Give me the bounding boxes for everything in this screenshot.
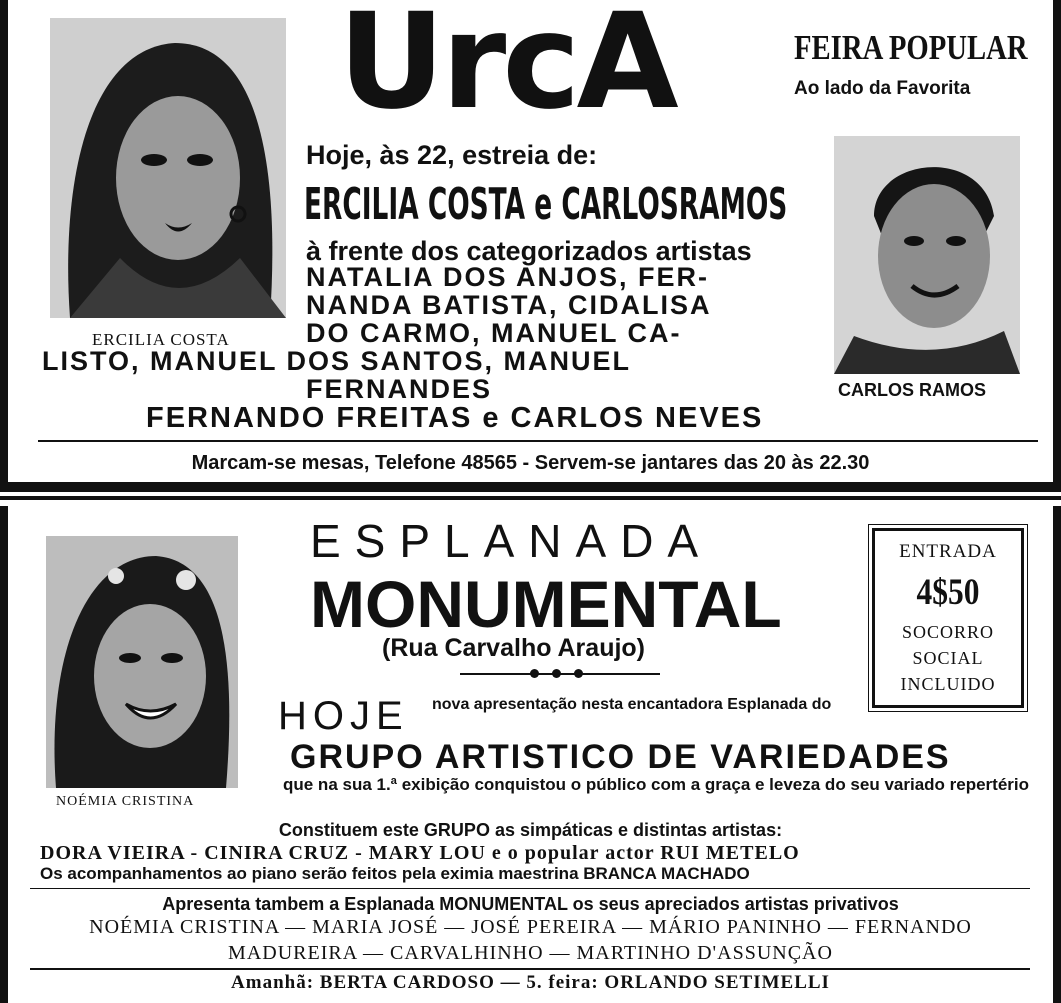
cast-line: NANDA BATISTA, CIDALISA <box>306 290 712 320</box>
photo-caption: NOÉMIA CRISTINA <box>56 794 195 809</box>
divider <box>30 968 1030 970</box>
urca-footer: Marcam-se mesas, Telefone 48565 - Servem-se jantares das 20 às 22.30 <box>191 452 870 474</box>
group-description: que na sua 1.ª exibição conquistou o público com a graça e leveza do seu variado repertério <box>282 775 1030 794</box>
portrait-woman-icon <box>46 536 238 788</box>
separator-rule <box>0 496 1061 500</box>
divider <box>38 440 1038 442</box>
musicians-line: FERNANDO FREITAS e CARLOS NEVES <box>146 402 764 434</box>
entry-price: 4$50 <box>916 572 980 613</box>
hoje-word: HOJE <box>278 694 409 738</box>
resident-intro: Apresenta tambem a Esplanada MONUMENTAL os seus apreciados artistas privativos <box>162 894 899 914</box>
photo-caption: CARLOS RAMOS <box>838 380 986 400</box>
carlos-ramos-photo <box>834 136 1020 374</box>
cast-line: DO CARMO, MANUEL CA- <box>306 318 682 348</box>
accompaniment-line: Os acompanhamentos ao piano serão feitos pela eximia maestrina BRANCA MACHADO <box>40 864 750 883</box>
portrait-man-icon <box>834 136 1020 374</box>
urca-advertisement <box>0 0 1061 482</box>
portrait-woman-icon <box>50 18 286 318</box>
separator-rule <box>0 482 1061 492</box>
entry-price-box <box>872 528 1024 708</box>
esplanada-footer: Amanhã: BERTA CARDOSO — 5. feira: ORLANDO SETIMELLI <box>231 972 830 993</box>
entry-note-line: SOCIAL <box>912 648 984 668</box>
esplanada-name: MONUMENTAL <box>310 567 782 641</box>
hoje-text: nova apresentação nesta encantadora Esplanada do <box>432 696 832 713</box>
group-intro: Constituem este GRUPO as simpáticas e distintas artistas: <box>278 820 783 840</box>
address: (Rua Carvalho Araujo) <box>382 634 646 662</box>
cast-line: FERNANDES <box>306 374 493 404</box>
entry-note <box>875 619 1021 697</box>
urca-logo: UrcA <box>338 0 675 139</box>
ornament-dot <box>552 669 561 678</box>
esplanada-title: ESPLANADA <box>310 515 713 567</box>
entry-label: ENTRADA <box>899 541 997 562</box>
entry-note-line: INCLUIDO <box>900 674 996 694</box>
entry-note-line: SOCORRO <box>901 622 995 642</box>
photo-caption: ERCILIA COSTA <box>92 330 230 349</box>
cast-line: LISTO, MANUEL DOS SANTOS, MANUEL <box>42 346 632 376</box>
group-artists: DORA VIEIRA - CINIRA CRUZ - MARY LOU e o popular actor RUI METELO <box>40 842 800 864</box>
location-title: FEIRA POPULAR <box>794 28 1028 67</box>
noemia-cristina-photo <box>46 536 238 788</box>
resident-artists: MADUREIRA — CARVALHINHO — MARTINHO D'ASSUNÇÃO <box>228 942 833 964</box>
ornament-dot <box>574 669 583 678</box>
ornament-dot <box>530 669 539 678</box>
ercilia-costa-photo <box>50 18 286 318</box>
cast-line: NATALIA DOS ANJOS, FER- <box>306 262 709 292</box>
intro-line: à frente dos categorizados artistas <box>306 236 752 266</box>
divider <box>30 888 1030 889</box>
resident-artists: NOÉMIA CRISTINA — MARIA JOSÉ — JOSÉ PEREIRA — MÁRIO PANINHO — FERNANDO <box>89 916 972 938</box>
opening-line: Hoje, às 22, estreia de: <box>306 140 598 170</box>
location-subtitle: Ao lado da Favorita <box>794 78 971 99</box>
group-name: GRUPO ARTISTICO DE VARIEDADES <box>290 738 951 776</box>
headliners: ERCILIA COSTA e CARLOSRAMOS <box>304 179 788 230</box>
